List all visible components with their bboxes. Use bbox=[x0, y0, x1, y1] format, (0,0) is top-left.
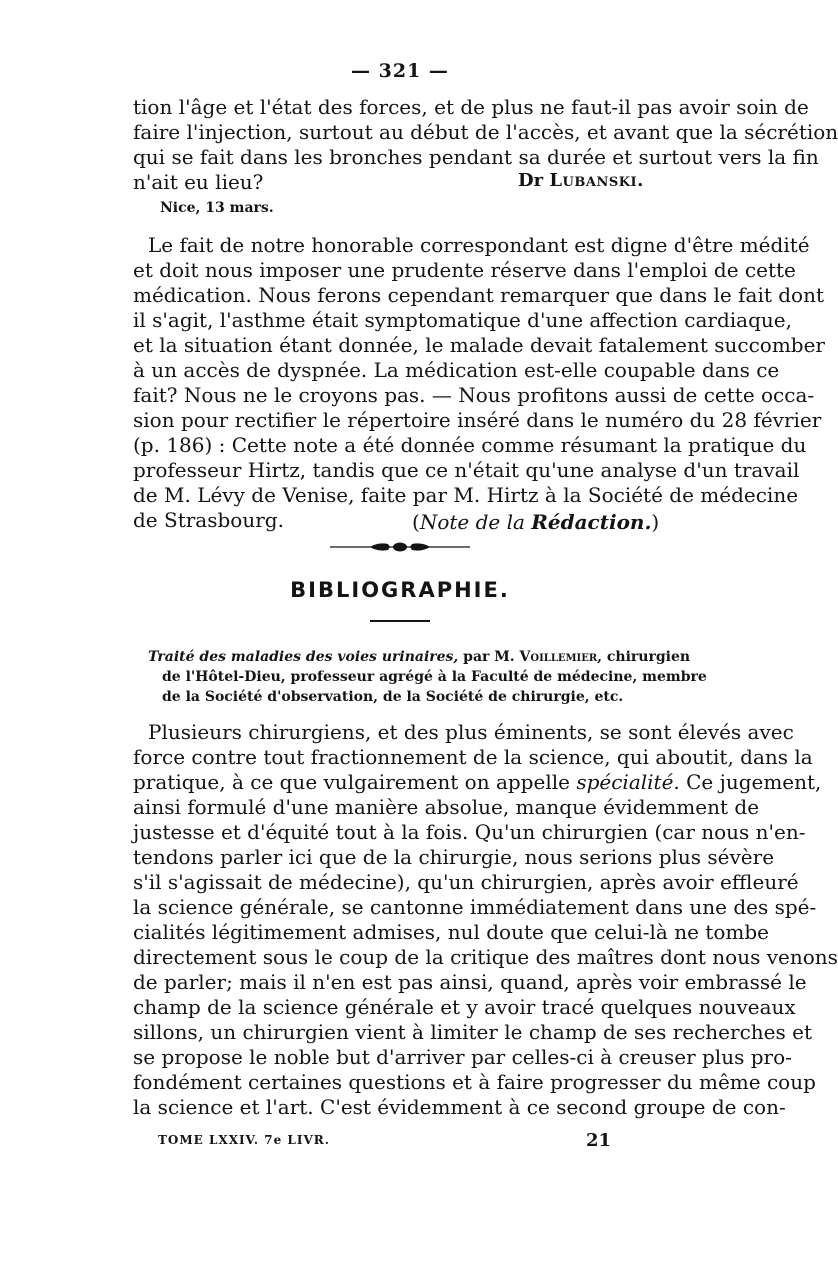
section-title: BIBLIOGRAPHIE. bbox=[290, 578, 510, 602]
signature-prefix: Dr bbox=[518, 170, 544, 191]
editor-line: professeur Hirtz, tandis que ce n'était qu'une analyse d'un travail bbox=[133, 458, 800, 482]
editor-line: à un accès de dyspnée. La médication est-elle coupable dans ce bbox=[133, 358, 780, 382]
editor-line: et la situation étant donnée, le malade devait fatalement succomber bbox=[133, 333, 825, 357]
reference-author: Voillemier, bbox=[519, 649, 603, 665]
editor-line: il s'agit, l'asthme était symptomatique d'une affection cardiaque, bbox=[133, 308, 792, 332]
letter-line: qui se fait dans les bronches pendant sa durée et surtout vers la fin bbox=[133, 145, 819, 169]
review-line: ainsi formulé d'une manière absolue, manque évidemment de bbox=[133, 795, 760, 819]
editor-line: fait? Nous ne le croyons pas. — Nous profitons aussi de cette occa- bbox=[133, 383, 815, 407]
reference-rest: chirurgien bbox=[602, 649, 691, 665]
editor-line: et doit nous imposer une prudente réserve dans l'emploi de cette bbox=[133, 258, 796, 282]
reference-title: Traité des maladies des voies urinaires, bbox=[148, 649, 459, 665]
reference-by: par M. bbox=[458, 649, 520, 665]
editor-line: médication. Nous ferons cependant remarquer que dans le fait dont bbox=[133, 283, 824, 307]
review-line-part: Ce jugement, bbox=[679, 770, 822, 794]
note-ref-open: ( bbox=[412, 510, 420, 534]
review-line: sillons, un chirurgien vient à limiter le champ de ses recherches et bbox=[133, 1020, 812, 1044]
editor-line: Le fait de notre honorable correspondant est digne d'être médité bbox=[148, 233, 810, 257]
dateline: Nice, 13 mars. bbox=[160, 200, 274, 216]
review-line: champ de la science générale et y avoir tracé quelques nouveaux bbox=[133, 995, 796, 1019]
title-rule bbox=[370, 620, 430, 622]
editor-note-reference bbox=[412, 510, 659, 534]
footer-sheet-number: 21 bbox=[586, 1130, 612, 1151]
review-line: de parler; mais il n'en est pas ainsi, quand, après voir embrassé le bbox=[133, 970, 807, 994]
review-line: directement sous le coup de la critique des maîtres dont nous venons bbox=[133, 945, 838, 969]
editor-line: (p. 186) : Cette note a été donnée comme résumant la pratique du bbox=[133, 433, 807, 457]
review-line: tendons parler ici que de la chirurgie, nous serions plus sévère bbox=[133, 845, 775, 869]
review-line: force contre tout fractionnement de la science, qui aboutit, dans la bbox=[133, 745, 813, 769]
letter-line: tion l'âge et l'état des forces, et de plus ne faut-il pas avoir soin de bbox=[133, 95, 809, 119]
review-line-italic: spécialité. bbox=[576, 770, 680, 794]
review-line: Plusieurs chirurgiens, et des plus éminents, se sont élevés avec bbox=[148, 720, 794, 744]
footer-signature-mark: TOME LXXIV. 7e LIVR. bbox=[158, 1133, 330, 1147]
review-line bbox=[133, 770, 822, 794]
review-line: cialités légitimement admises, nul doute que celui-là ne tombe bbox=[133, 920, 769, 944]
editor-line: de Strasbourg. bbox=[133, 508, 284, 532]
signature-name: Lubanski. bbox=[549, 170, 644, 191]
note-ref-bold: Rédaction. bbox=[531, 510, 652, 534]
signature bbox=[518, 170, 644, 191]
reference-line: de la Société d'observation, de la Société de chirurgie, etc. bbox=[162, 689, 624, 705]
editor-line: de M. Lévy de Venise, faite par M. Hirtz à la Société de médecine bbox=[133, 483, 799, 507]
editor-line: sion pour rectifier le répertoire inséré dans le numéro du 28 février bbox=[133, 408, 822, 432]
review-line: justesse et d'équité tout à la fois. Qu'un chirurgien (car nous n'en- bbox=[133, 820, 806, 844]
reference-line bbox=[148, 647, 690, 667]
review-line: s'il s'agissait de médecine), qu'un chirurgien, après avoir effleuré bbox=[133, 870, 799, 894]
letter-line: faire l'injection, surtout au début de l'accès, et avant que la sécrétion bbox=[133, 120, 838, 144]
review-line: se propose le noble but d'arriver par celles-ci à creuser plus pro- bbox=[133, 1045, 792, 1069]
review-line-part: pratique, à ce que vulgairement on appelle bbox=[133, 770, 570, 794]
note-ref-close: ) bbox=[651, 510, 660, 534]
letter-line: n'ait eu lieu? bbox=[133, 170, 264, 194]
review-line: la science générale, se cantonne immédiatement dans une des spé- bbox=[133, 895, 817, 919]
review-line: la science et l'art. C'est évidemment à ce second groupe de con- bbox=[133, 1095, 786, 1119]
ornament-divider bbox=[330, 540, 470, 554]
review-line: fondément certaines questions et à faire progresser du même coup bbox=[133, 1070, 816, 1094]
page-number: — 321 — bbox=[351, 60, 449, 82]
reference-line: de l'Hôtel-Dieu, professeur agrégé à la Faculté de médecine, membre bbox=[162, 669, 707, 685]
note-ref-text: Note de la bbox=[419, 510, 532, 534]
